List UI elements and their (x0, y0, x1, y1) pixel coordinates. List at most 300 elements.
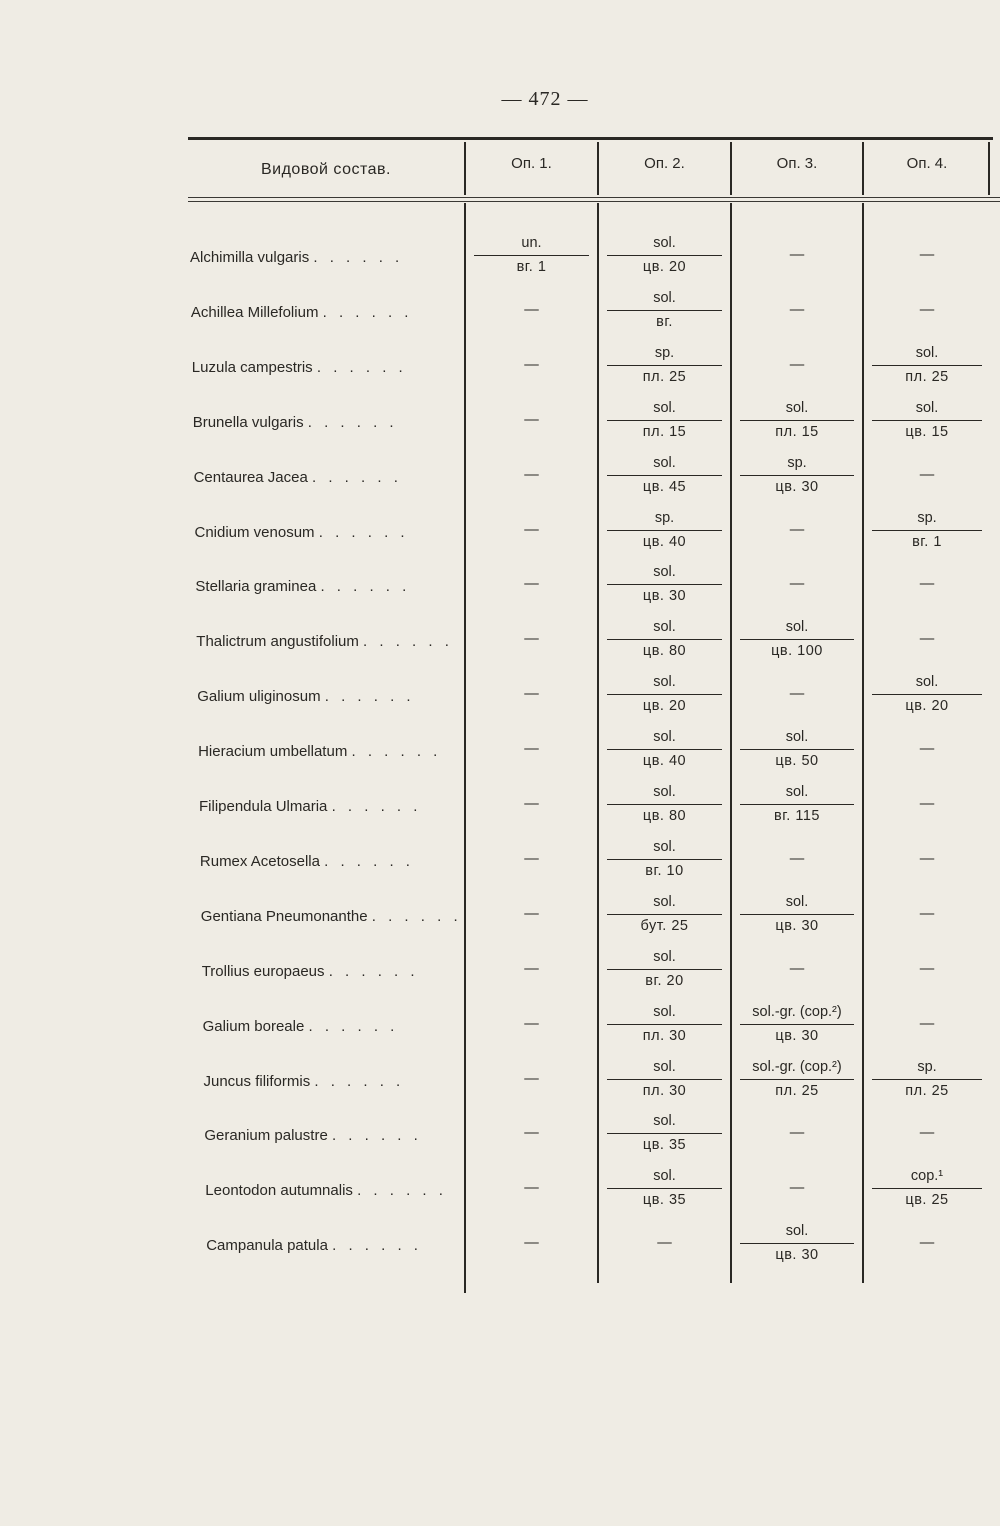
empty-cell (864, 729, 990, 784)
fraction-bar (872, 1079, 982, 1080)
empty-cell (864, 235, 990, 290)
abundance-cell (599, 510, 730, 565)
abundance-value: sol. (653, 289, 676, 306)
empty-cell (599, 1223, 730, 1278)
fraction-bar (607, 420, 722, 421)
empty-cell (732, 510, 862, 565)
empty-cell (466, 1113, 597, 1168)
abundance-value: sol. (653, 564, 676, 581)
empty-cell (466, 1168, 597, 1223)
fraction-bar (740, 804, 854, 805)
empty-cell (732, 235, 862, 290)
leader-dots: . . . . . . (307, 413, 398, 431)
fraction-bar (607, 639, 722, 640)
species-cell (191, 304, 413, 321)
empty-cell (466, 1004, 597, 1059)
header-rule-double (188, 201, 1000, 202)
dash-mark: — (789, 1125, 805, 1142)
abundance-cell (599, 290, 730, 345)
table-row (188, 290, 1000, 345)
dash-mark: — (919, 1015, 935, 1032)
species-cell (203, 1018, 399, 1035)
phase-height-value: пл. 25 (642, 368, 687, 385)
abundance-cell (466, 235, 597, 290)
empty-cell (732, 674, 862, 729)
phase-height-value: цв. 35 (642, 1137, 687, 1154)
dash-mark: — (524, 960, 539, 977)
abundance-value: sol. (653, 674, 676, 691)
abundance-value: sol. (915, 344, 939, 361)
phase-height-value: цв. 35 (642, 1192, 687, 1209)
species-name: Centaurea Jacea (193, 468, 308, 486)
dash-mark: — (789, 686, 805, 703)
abundance-cell (599, 1113, 730, 1168)
fraction-bar (607, 1188, 722, 1189)
species-cell (195, 578, 410, 595)
plot-column-header: Оп. 3. (776, 155, 818, 172)
fraction-bar (607, 310, 722, 311)
abundance-cell (732, 729, 862, 784)
phase-height-value: цв. 20 (642, 698, 687, 715)
abundance-value: sol. (785, 729, 809, 746)
table-row (188, 564, 1000, 619)
species-cell (190, 249, 403, 266)
fraction-bar (607, 475, 722, 476)
leader-dots: . . . . . . (314, 1072, 405, 1090)
table-row (188, 1059, 1000, 1114)
fraction-bar (872, 365, 982, 366)
table-row (188, 894, 1000, 949)
leader-dots: . . . . . . (363, 633, 453, 651)
abundance-cell (599, 674, 730, 729)
phase-height-value: цв. 20 (905, 698, 949, 715)
fraction-bar (607, 1024, 722, 1025)
fraction-bar (740, 639, 854, 640)
dash-mark: — (524, 356, 539, 373)
phase-height-value: цв. 15 (905, 423, 949, 440)
empty-cell (466, 455, 597, 510)
phase-height-value: вг. 20 (645, 972, 684, 989)
table-row (188, 949, 1000, 1004)
dash-mark: — (919, 301, 935, 318)
table-row (188, 729, 1000, 784)
empty-cell (466, 1059, 597, 1114)
species-name: Achillea Millefolium (190, 303, 319, 321)
abundance-cell (599, 564, 730, 619)
empty-cell (732, 290, 862, 345)
phase-height-value: вг. 1 (516, 259, 547, 275)
empty-cell (466, 674, 597, 729)
abundance-cell (732, 1223, 862, 1278)
empty-cell (864, 1113, 990, 1168)
empty-cell (466, 345, 597, 400)
fraction-bar (607, 914, 722, 915)
abundance-value: sol. (785, 1223, 809, 1240)
phase-height-value: пл. 25 (905, 368, 949, 385)
empty-cell (466, 839, 597, 894)
header-rule (188, 197, 1000, 198)
abundance-value: sol. (785, 893, 809, 910)
abundance-cell (599, 345, 730, 400)
leader-dots: . . . . . . (351, 743, 442, 761)
dash-mark: — (524, 850, 539, 867)
fraction-bar (872, 1188, 982, 1189)
abundance-cell (599, 1059, 730, 1114)
fraction-bar (474, 255, 589, 256)
abundance-cell (599, 729, 730, 784)
phase-height-value: вг. 115 (774, 808, 820, 824)
abundance-cell (864, 674, 990, 729)
dash-mark: — (524, 1235, 539, 1252)
table-row (188, 345, 1000, 400)
leader-dots: . . . . . . (357, 1182, 447, 1200)
fraction-bar (740, 1079, 854, 1080)
dash-mark: — (524, 796, 539, 812)
abundance-cell (732, 894, 862, 949)
dash-mark: — (789, 576, 805, 593)
dash-mark: — (919, 796, 935, 812)
empty-cell (732, 839, 862, 894)
dash-mark: — (789, 521, 805, 538)
abundance-cell (599, 894, 730, 949)
fraction-bar (607, 859, 722, 860)
abundance-value: sol. (653, 1058, 676, 1075)
plot-column-header: Оп. 4. (906, 155, 948, 172)
abundance-cell (864, 400, 990, 455)
phase-height-value: вг. 10 (645, 862, 684, 879)
phase-height-value: пл. 15 (775, 423, 819, 440)
empty-cell (466, 564, 597, 619)
table-top-rule (188, 137, 993, 140)
abundance-value: sol. (653, 235, 676, 251)
empty-cell (864, 949, 990, 1004)
fraction-bar (872, 694, 982, 695)
dash-mark: — (789, 356, 805, 373)
phase-height-value: пл. 25 (905, 1082, 949, 1099)
fraction-bar (607, 530, 722, 531)
fraction-bar (607, 969, 722, 970)
page-number: — 472 — (501, 88, 589, 110)
empty-cell (864, 894, 990, 949)
leader-dots: . . . . . . (312, 468, 402, 486)
phase-height-value: цв. 40 (642, 533, 687, 550)
fraction-bar (740, 1024, 854, 1025)
dash-mark: — (919, 960, 935, 977)
dash-mark: — (524, 411, 539, 428)
table-row (188, 619, 1000, 674)
leader-dots: . . . . . . (328, 962, 419, 980)
species-name: Trollius europaeus (201, 962, 325, 980)
empty-cell (732, 564, 862, 619)
abundance-value: sol. (653, 784, 676, 800)
species-name: Gentiana Pneumonanthe (200, 907, 368, 925)
abundance-cell (732, 1004, 862, 1059)
plot-column-header: Оп. 2. (644, 155, 685, 172)
species-name: Luzula campestris (191, 358, 313, 376)
fraction-bar (607, 1079, 722, 1080)
phase-height-value: цв. 80 (642, 643, 687, 660)
species-cell (193, 414, 398, 431)
abundance-cell (599, 784, 730, 839)
fraction-bar (607, 749, 722, 750)
species-name: Hieracium umbellatum (198, 743, 348, 761)
empty-cell (864, 455, 990, 510)
empty-cell (732, 1113, 862, 1168)
phase-height-value: цв. 30 (775, 917, 819, 934)
leader-dots: . . . . . . (313, 249, 404, 266)
species-name: Cnidium venosum (194, 523, 315, 541)
dash-mark: — (919, 905, 935, 922)
empty-cell (864, 1004, 990, 1059)
abundance-value: sol. (653, 399, 676, 416)
species-table (188, 137, 1000, 1297)
dash-mark: — (657, 1235, 672, 1252)
abundance-cell (864, 510, 990, 565)
abundance-value: sol. (653, 893, 676, 910)
table-row (188, 510, 1000, 565)
species-cell (197, 688, 414, 705)
abundance-cell (599, 949, 730, 1004)
species-name: Filipendula Ulmaria (199, 798, 328, 815)
dash-mark: — (524, 1180, 539, 1197)
abundance-value: sol. (915, 399, 939, 416)
abundance-cell (732, 619, 862, 674)
abundance-cell (732, 400, 862, 455)
dash-mark: — (524, 905, 539, 922)
phase-height-value: цв. 30 (775, 478, 819, 495)
abundance-cell (599, 1168, 730, 1223)
abundance-value: sol. (785, 619, 809, 636)
empty-cell (864, 839, 990, 894)
species-cell (196, 633, 453, 650)
empty-cell (466, 619, 597, 674)
abundance-value: sol. (653, 948, 676, 965)
leader-dots: . . . . . . (322, 303, 413, 321)
abundance-value: sp. (654, 344, 675, 361)
species-cell (198, 743, 441, 760)
empty-cell (466, 894, 597, 949)
dash-mark: — (919, 631, 935, 648)
phase-height-value: пл. 15 (642, 423, 687, 440)
phase-height-value: вг. 1 (912, 533, 942, 550)
table-row (188, 1168, 1000, 1223)
abundance-value: sol. (653, 1168, 676, 1185)
phase-height-value: цв. 30 (775, 1247, 819, 1264)
phase-height-value: цв. 40 (642, 753, 687, 770)
dash-mark: — (524, 576, 539, 593)
abundance-value: sol. (653, 1113, 676, 1130)
phase-height-value: цв. 30 (775, 1027, 819, 1044)
dash-mark: — (789, 301, 805, 318)
fraction-bar (607, 365, 722, 366)
dash-mark: — (524, 1015, 539, 1032)
species-name: Leontodon autumnalis (205, 1182, 353, 1200)
dash-mark: — (524, 631, 539, 648)
dash-mark: — (789, 850, 805, 867)
leader-dots: . . . . . . (331, 1127, 422, 1145)
abundance-cell (599, 1004, 730, 1059)
empty-cell (466, 729, 597, 784)
fraction-bar (740, 749, 854, 750)
empty-cell (864, 784, 990, 839)
phase-height-value: бут. 25 (640, 917, 689, 934)
plot-column-header: Оп. 1. (511, 155, 552, 172)
leader-dots: . . . . . . (308, 1017, 399, 1035)
dash-mark: — (524, 1125, 539, 1142)
species-cell (204, 1073, 405, 1090)
abundance-cell (864, 1059, 990, 1114)
species-cell (199, 798, 421, 815)
species-cell (201, 908, 462, 925)
table-row (188, 1113, 1000, 1168)
phase-height-value: пл. 30 (642, 1082, 687, 1099)
leader-dots: . . . . . . (318, 523, 409, 541)
dash-mark: — (789, 247, 805, 263)
leader-dots: . . . . . . (324, 688, 415, 706)
phase-height-value: цв. 45 (642, 478, 687, 495)
empty-cell (466, 784, 597, 839)
dash-mark: — (919, 741, 935, 758)
fraction-bar (740, 1243, 854, 1244)
empty-cell (466, 290, 597, 345)
empty-cell (466, 400, 597, 455)
fraction-bar (607, 694, 722, 695)
phase-height-value: цв. 20 (642, 259, 687, 275)
dash-mark: — (919, 1125, 935, 1142)
dash-mark: — (919, 247, 935, 263)
abundance-value: sol. (915, 674, 939, 691)
abundance-value: un. (521, 235, 542, 251)
fraction-bar (740, 914, 854, 915)
species-cell (206, 1237, 422, 1254)
abundance-cell (599, 619, 730, 674)
leader-dots: . . . . . . (320, 578, 411, 596)
table-row (188, 400, 1000, 455)
phase-height-value: цв. 30 (642, 588, 687, 605)
species-name: Alchimilla vulgaris (190, 249, 310, 266)
leader-dots: . . . . . . (324, 852, 414, 870)
abundance-value: sp. (917, 1058, 937, 1075)
abundance-value: sol.-gr. (cop.²) (752, 1003, 842, 1020)
empty-cell (864, 1223, 990, 1278)
species-cell (194, 469, 402, 486)
leader-dots: . . . . . . (331, 798, 422, 815)
fraction-bar (607, 584, 722, 585)
abundance-cell (864, 1168, 990, 1223)
species-name: Brunella vulgaris (192, 413, 304, 431)
empty-cell (732, 1168, 862, 1223)
abundance-value: sol. (653, 838, 676, 855)
dash-mark: — (919, 850, 935, 867)
species-cell (195, 524, 409, 541)
table-row (188, 455, 1000, 510)
empty-cell (466, 1223, 597, 1278)
abundance-cell (864, 345, 990, 400)
dash-mark: — (919, 1235, 935, 1252)
empty-cell (864, 290, 990, 345)
table-row (188, 839, 1000, 894)
dash-mark: — (524, 686, 539, 703)
species-column-header: Видовой состав. (260, 161, 391, 178)
dash-mark: — (524, 1070, 539, 1087)
abundance-cell (599, 400, 730, 455)
abundance-value: sol. (653, 454, 676, 471)
fraction-bar (872, 530, 982, 531)
empty-cell (732, 949, 862, 1004)
species-name: Stellaria graminea (195, 578, 317, 596)
phase-height-value: цв. 50 (775, 753, 819, 770)
species-name: Galium uliginosum (197, 688, 321, 706)
phase-height-value: цв. 25 (905, 1192, 949, 1209)
fraction-bar (740, 420, 854, 421)
species-name: Juncus filiformis (203, 1072, 311, 1090)
fraction-bar (607, 804, 722, 805)
leader-dots: . . . . . . (371, 907, 462, 925)
abundance-value: sp. (787, 454, 807, 471)
dash-mark: — (919, 576, 935, 593)
phase-height-value: вг. (656, 313, 673, 330)
abundance-value: sol. (653, 1003, 676, 1020)
empty-cell (466, 510, 597, 565)
fraction-bar (740, 475, 854, 476)
species-name: Rumex Acetosella (199, 852, 320, 870)
abundance-cell (732, 1059, 862, 1114)
abundance-cell (599, 235, 730, 290)
table-row (188, 235, 1000, 290)
species-cell (205, 1182, 447, 1199)
abundance-value: sol. (785, 399, 809, 416)
abundance-cell (599, 839, 730, 894)
abundance-value: sol. (653, 619, 676, 636)
species-cell (192, 359, 407, 376)
dash-mark: — (524, 741, 539, 758)
leader-dots: . . . . . . (332, 1237, 422, 1255)
table-row (188, 1004, 1000, 1059)
dash-mark: — (789, 960, 805, 977)
leader-dots: . . . . . . (316, 358, 407, 376)
abundance-cell (732, 784, 862, 839)
fraction-bar (607, 1133, 722, 1134)
fraction-bar (607, 255, 722, 256)
species-cell (204, 1127, 421, 1144)
species-name: Geranium palustre (204, 1127, 328, 1145)
table-row (188, 1223, 1000, 1278)
table-row (188, 784, 1000, 839)
phase-height-value: пл. 30 (642, 1027, 687, 1044)
table-row (188, 674, 1000, 729)
dash-mark: — (919, 466, 935, 483)
phase-height-value: пл. 25 (775, 1082, 819, 1099)
species-cell (202, 963, 419, 980)
species-cell (200, 853, 414, 870)
abundance-value: cop.¹ (910, 1168, 944, 1185)
empty-cell (864, 564, 990, 619)
dash-mark: — (524, 521, 539, 538)
abundance-value: sol. (785, 784, 809, 800)
abundance-cell (732, 455, 862, 510)
species-name: Campanula patula (206, 1237, 328, 1255)
abundance-value: sol. (653, 729, 676, 746)
fraction-bar (872, 420, 982, 421)
empty-cell (466, 949, 597, 1004)
abundance-cell (599, 455, 730, 510)
species-name: Galium boreale (202, 1017, 305, 1035)
dash-mark: — (524, 466, 539, 483)
empty-cell (864, 619, 990, 674)
dash-mark: — (524, 301, 539, 318)
abundance-value: sp. (654, 509, 675, 526)
species-name: Thalictrum angustifolium (196, 633, 359, 651)
